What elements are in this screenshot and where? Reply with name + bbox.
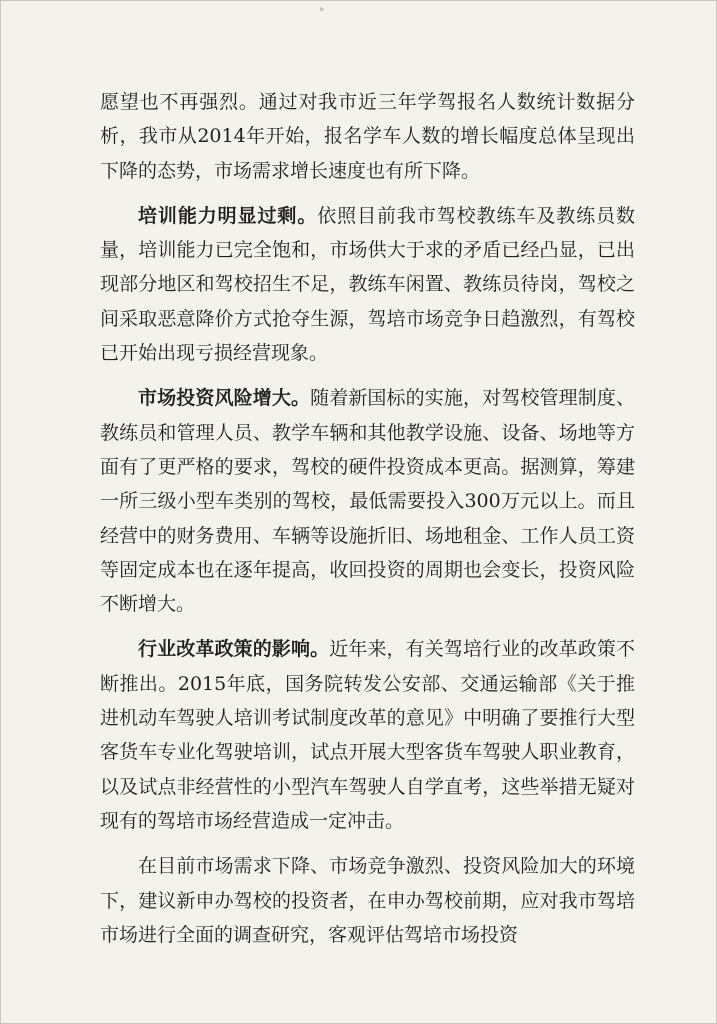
paragraph-1	[100, 85, 635, 188]
paragraph-4-text: 近年来，有关驾培行业的改革政策不断推出。2015年底，国务院转发公安部、交通运输部《关于推进机动车驾驶人培训考试制度改革的意见》中明确了要推行大型客货车专业化驾驶培训，试点开展大型客货车驾驶人职业教育，以及试点非经营性的小型汽车驾驶人自学直考，这些举措无疑对现有的驾培市场经营造成一定冲击。	[100, 638, 635, 832]
paragraph-4-heading: 行业改革政策的影响。	[138, 638, 330, 661]
paragraph-2-text: 依照目前我市驾校教练车及教练员数量，培训能力已完全饱和，市场供大于求的矛盾已经凸显，已出现部分地区和驾校招生不足，教练车闲置、教练员待岗，驾校之间采取恶意降价方式抢夺生源，驾培市场竞争日趋激烈，有驾校已开始出现亏损经营现象。	[100, 204, 635, 365]
document-body	[100, 85, 635, 963]
paragraph-3-text: 随着新国标的实施，对驾校管理制度、教练员和管理人员、教学车辆和其他教学设施、设备、场地等方面有了更严格的要求，驾校的硬件投资成本更高。据测算，筹建一所三级小型车类别的驾校，最低需要投入300万元以上。而且经营中的财务费用、车辆等设施折旧、场地租金、工作人员工资等固定成本也在逐年提高，收回投资的周期也会变长，投资风险不断增大。	[100, 387, 635, 616]
scan-mark: ᵇ	[320, 7, 324, 17]
paragraph-1-text: 愿望也不再强烈。通过对我市近三年学驾报名人数统计数据分析，我市从2014年开始，报名学车人数的增长幅度总体呈现出下降的态势，市场需求增长速度也有所下降。	[100, 91, 635, 182]
paragraph-2-heading: 培训能力明显过剩。	[138, 204, 318, 227]
paragraph-4	[100, 632, 635, 838]
paragraph-3	[100, 381, 635, 621]
paragraph-5	[100, 849, 635, 952]
paragraph-2	[100, 199, 635, 370]
paragraph-3-heading: 市场投资风险增大。	[138, 387, 311, 410]
paragraph-5-text: 在目前市场需求下降、市场竞争激烈、投资风险加大的环境下，建议新申办驾校的投资者，在申办驾校前期，应对我市驾培市场进行全面的调查研究，客观评估驾培市场投资	[100, 855, 635, 946]
